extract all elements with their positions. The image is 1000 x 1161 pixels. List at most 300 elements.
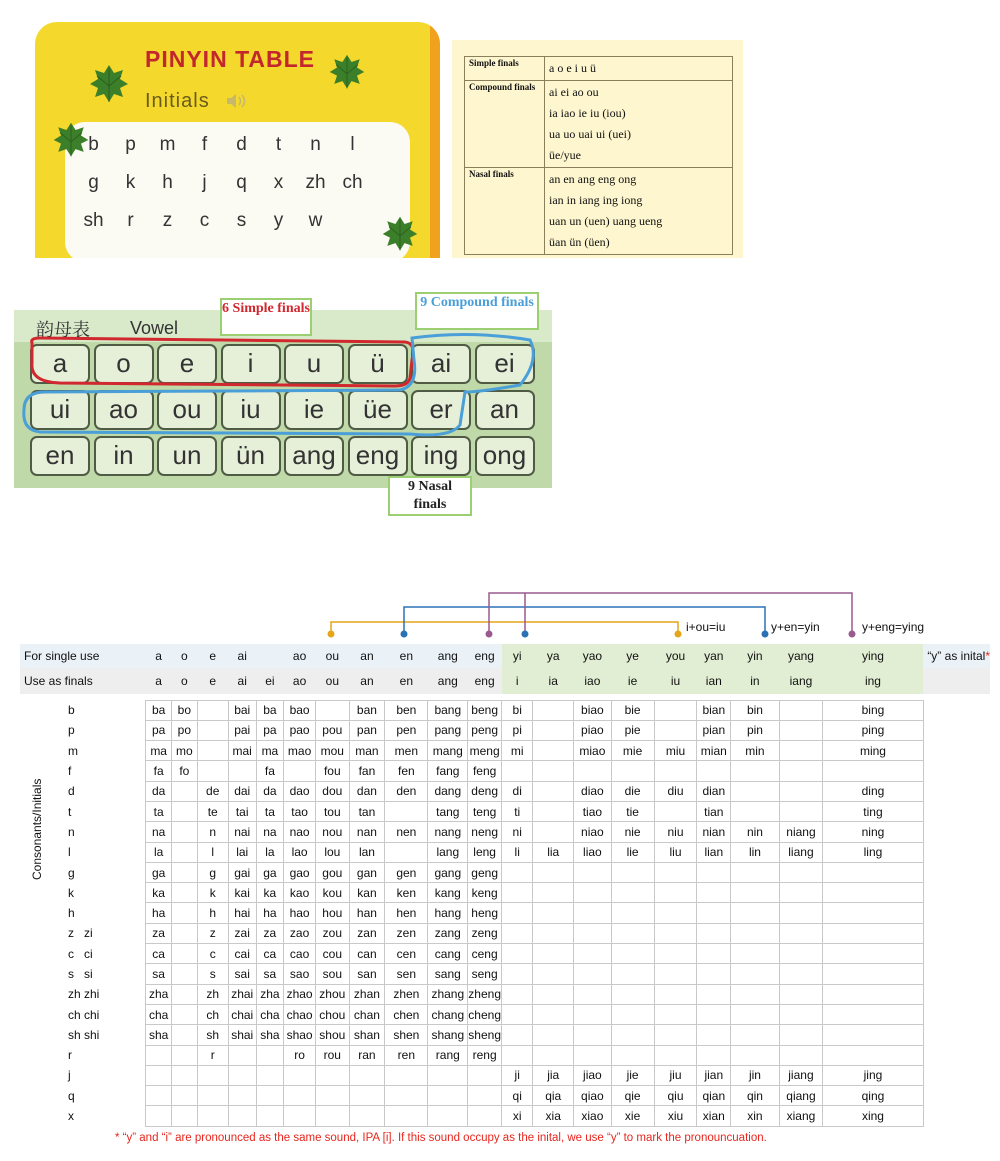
syllable-cell[interactable]: hen	[385, 903, 428, 923]
syllable-cell[interactable]: zhai	[228, 984, 256, 1004]
syllable-cell[interactable]: zh	[197, 984, 228, 1004]
syllable-cell[interactable]: ka	[256, 883, 284, 903]
syllable-cell[interactable]: lin	[731, 842, 780, 862]
syllable-cell[interactable]: ch	[197, 1004, 228, 1024]
syllable-cell[interactable]: dian	[697, 781, 731, 801]
syllable-cell[interactable]	[502, 1025, 533, 1045]
syllable-cell[interactable]: ha	[256, 903, 284, 923]
syllable-cell[interactable]	[502, 923, 533, 943]
syllable-cell[interactable]	[697, 984, 731, 1004]
syllable-cell[interactable]: shen	[385, 1025, 428, 1045]
syllable-cell[interactable]: mao	[284, 741, 316, 761]
syllable-cell[interactable]: shan	[349, 1025, 385, 1045]
syllable-cell[interactable]	[428, 1065, 468, 1085]
vowel-tile[interactable]: o	[94, 344, 154, 384]
syllable-cell[interactable]	[611, 883, 654, 903]
syllable-cell[interactable]	[172, 944, 198, 964]
syllable-cell[interactable]	[533, 720, 574, 740]
syllable-cell[interactable]	[315, 1065, 349, 1085]
syllable-cell[interactable]	[574, 1025, 611, 1045]
vowel-tile[interactable]: ei	[475, 344, 535, 384]
syllable-cell[interactable]: pian	[697, 720, 731, 740]
syllable-cell[interactable]: teng	[468, 801, 502, 821]
syllable-cell[interactable]	[284, 761, 316, 781]
syllable-cell[interactable]: jiao	[574, 1065, 611, 1085]
syllable-cell[interactable]	[731, 883, 780, 903]
syllable-cell[interactable]: qiang	[779, 1086, 822, 1106]
syllable-cell[interactable]	[533, 822, 574, 842]
syllable-cell[interactable]: ka	[146, 883, 172, 903]
syllable-cell[interactable]: cen	[385, 944, 428, 964]
syllable-cell[interactable]: niang	[779, 822, 822, 842]
syllable-cell[interactable]: ben	[385, 700, 428, 720]
syllable-cell[interactable]	[611, 903, 654, 923]
syllable-cell[interactable]: te	[197, 801, 228, 821]
syllable-cell[interactable]: mai	[228, 741, 256, 761]
syllable-cell[interactable]: peng	[468, 720, 502, 740]
syllable-cell[interactable]: ca	[256, 944, 284, 964]
syllable-cell[interactable]	[654, 1004, 697, 1024]
syllable-cell[interactable]	[502, 883, 533, 903]
syllable-cell[interactable]	[172, 862, 198, 882]
syllable-cell[interactable]: s	[197, 964, 228, 984]
syllable-cell[interactable]: pa	[146, 720, 172, 740]
syllable-cell[interactable]	[385, 842, 428, 862]
syllable-cell[interactable]	[611, 1045, 654, 1065]
syllable-cell[interactable]	[533, 964, 574, 984]
syllable-cell[interactable]: cha	[256, 1004, 284, 1024]
syllable-cell[interactable]: nao	[284, 822, 316, 842]
syllable-cell[interactable]	[533, 1025, 574, 1045]
syllable-cell[interactable]	[731, 964, 780, 984]
syllable-cell[interactable]: bo	[172, 700, 198, 720]
syllable-cell[interactable]: tang	[428, 801, 468, 821]
syllable-cell[interactable]: sang	[428, 964, 468, 984]
syllable-cell[interactable]: geng	[468, 862, 502, 882]
syllable-cell[interactable]	[502, 984, 533, 1004]
syllable-cell[interactable]	[574, 923, 611, 943]
syllable-cell[interactable]: gai	[228, 862, 256, 882]
syllable-cell[interactable]: ren	[385, 1045, 428, 1065]
syllable-cell[interactable]: tai	[228, 801, 256, 821]
syllable-cell[interactable]: chen	[385, 1004, 428, 1024]
syllable-cell[interactable]	[172, 883, 198, 903]
syllable-cell[interactable]	[197, 1106, 228, 1126]
syllable-cell[interactable]	[611, 1025, 654, 1045]
syllable-cell[interactable]: ha	[146, 903, 172, 923]
syllable-cell[interactable]	[731, 761, 780, 781]
syllable-cell[interactable]	[654, 1045, 697, 1065]
syllable-cell[interactable]	[697, 923, 731, 943]
syllable-cell[interactable]: sheng	[468, 1025, 502, 1045]
syllable-cell[interactable]: xiu	[654, 1106, 697, 1126]
syllable-cell[interactable]	[197, 1086, 228, 1106]
syllable-cell[interactable]: heng	[468, 903, 502, 923]
vowel-tile[interactable]: u	[284, 344, 344, 384]
syllable-cell[interactable]	[468, 1106, 502, 1126]
vowel-tile[interactable]: üe	[348, 390, 408, 430]
syllable-cell[interactable]: tian	[697, 801, 731, 821]
initial-letter[interactable]: g	[88, 172, 99, 193]
syllable-cell[interactable]: chang	[428, 1004, 468, 1024]
syllable-cell[interactable]	[654, 862, 697, 882]
syllable-cell[interactable]	[731, 923, 780, 943]
syllable-cell[interactable]	[315, 1086, 349, 1106]
syllable-cell[interactable]: zen	[385, 923, 428, 943]
syllable-cell[interactable]: shou	[315, 1025, 349, 1045]
syllable-cell[interactable]	[228, 761, 256, 781]
syllable-cell[interactable]: zeng	[468, 923, 502, 943]
syllable-cell[interactable]	[256, 1045, 284, 1065]
syllable-cell[interactable]: dai	[228, 781, 256, 801]
syllable-cell[interactable]: bian	[697, 700, 731, 720]
syllable-cell[interactable]: sha	[256, 1025, 284, 1045]
syllable-cell[interactable]: piao	[574, 720, 611, 740]
syllable-cell[interactable]: can	[349, 944, 385, 964]
syllable-cell[interactable]: ting	[823, 801, 924, 821]
vowel-tile[interactable]: a	[30, 344, 90, 384]
syllable-cell[interactable]	[428, 1086, 468, 1106]
syllable-cell[interactable]: shang	[428, 1025, 468, 1045]
vowel-tile[interactable]: ui	[30, 390, 90, 430]
syllable-cell[interactable]: ran	[349, 1045, 385, 1065]
syllable-cell[interactable]	[533, 801, 574, 821]
syllable-cell[interactable]	[823, 862, 924, 882]
syllable-cell[interactable]: qin	[731, 1086, 780, 1106]
syllable-cell[interactable]: h	[197, 903, 228, 923]
syllable-cell[interactable]: k	[197, 883, 228, 903]
syllable-cell[interactable]	[823, 903, 924, 923]
syllable-cell[interactable]	[697, 944, 731, 964]
syllable-cell[interactable]: mo	[172, 741, 198, 761]
syllable-cell[interactable]: lan	[349, 842, 385, 862]
syllable-cell[interactable]: lang	[428, 842, 468, 862]
syllable-cell[interactable]	[197, 720, 228, 740]
syllable-cell[interactable]	[228, 1065, 256, 1085]
syllable-cell[interactable]	[654, 923, 697, 943]
syllable-cell[interactable]	[502, 903, 533, 923]
syllable-cell[interactable]: niao	[574, 822, 611, 842]
syllable-cell[interactable]: zai	[228, 923, 256, 943]
syllable-cell[interactable]	[349, 1065, 385, 1085]
syllable-cell[interactable]	[611, 944, 654, 964]
syllable-cell[interactable]: li	[502, 842, 533, 862]
syllable-cell[interactable]: fa	[256, 761, 284, 781]
vowel-tile[interactable]: ing	[411, 436, 471, 476]
syllable-cell[interactable]: zheng	[468, 984, 502, 1004]
syllable-cell[interactable]: zao	[284, 923, 316, 943]
syllable-cell[interactable]: cai	[228, 944, 256, 964]
syllable-cell[interactable]: qian	[697, 1086, 731, 1106]
syllable-cell[interactable]: na	[146, 822, 172, 842]
syllable-cell[interactable]	[533, 761, 574, 781]
initial-letter[interactable]: r	[127, 210, 134, 231]
syllable-cell[interactable]: na	[256, 822, 284, 842]
syllable-cell[interactable]: zang	[428, 923, 468, 943]
syllable-cell[interactable]: kou	[315, 883, 349, 903]
syllable-cell[interactable]	[256, 1106, 284, 1126]
syllable-cell[interactable]	[731, 944, 780, 964]
syllable-cell[interactable]: jin	[731, 1065, 780, 1085]
syllable-cell[interactable]	[779, 801, 822, 821]
syllable-cell[interactable]	[502, 1045, 533, 1065]
syllable-cell[interactable]	[533, 781, 574, 801]
syllable-cell[interactable]: de	[197, 781, 228, 801]
initial-letter[interactable]: k	[125, 172, 136, 193]
syllable-cell[interactable]: kai	[228, 883, 256, 903]
syllable-cell[interactable]: fa	[146, 761, 172, 781]
syllable-cell[interactable]: gan	[349, 862, 385, 882]
syllable-cell[interactable]: mian	[697, 741, 731, 761]
syllable-cell[interactable]	[533, 903, 574, 923]
syllable-cell[interactable]: pa	[256, 720, 284, 740]
vowel-tile[interactable]: ai	[411, 344, 471, 384]
syllable-cell[interactable]: ga	[146, 862, 172, 882]
initial-letter[interactable]: p	[125, 134, 136, 155]
syllable-cell[interactable]: ba	[146, 700, 172, 720]
syllable-cell[interactable]: nen	[385, 822, 428, 842]
syllable-cell[interactable]: sha	[146, 1025, 172, 1045]
syllable-cell[interactable]	[172, 1045, 198, 1065]
syllable-cell[interactable]	[611, 923, 654, 943]
syllable-cell[interactable]	[731, 984, 780, 1004]
syllable-cell[interactable]	[779, 923, 822, 943]
vowel-tile[interactable]: e	[157, 344, 217, 384]
syllable-cell[interactable]	[779, 720, 822, 740]
syllable-cell[interactable]	[533, 1004, 574, 1024]
syllable-cell[interactable]: pou	[315, 720, 349, 740]
syllable-cell[interactable]: fan	[349, 761, 385, 781]
syllable-cell[interactable]: san	[349, 964, 385, 984]
syllable-cell[interactable]	[256, 1086, 284, 1106]
syllable-cell[interactable]	[779, 883, 822, 903]
syllable-cell[interactable]: ping	[823, 720, 924, 740]
syllable-cell[interactable]: lie	[611, 842, 654, 862]
syllable-cell[interactable]: bin	[731, 700, 780, 720]
syllable-cell[interactable]: pan	[349, 720, 385, 740]
syllable-cell[interactable]	[779, 700, 822, 720]
syllable-cell[interactable]	[779, 761, 822, 781]
syllable-cell[interactable]	[611, 761, 654, 781]
syllable-cell[interactable]	[654, 801, 697, 821]
syllable-cell[interactable]: ban	[349, 700, 385, 720]
syllable-cell[interactable]	[349, 1086, 385, 1106]
syllable-cell[interactable]: mie	[611, 741, 654, 761]
syllable-cell[interactable]	[197, 700, 228, 720]
syllable-cell[interactable]	[779, 903, 822, 923]
syllable-cell[interactable]	[197, 741, 228, 761]
syllable-cell[interactable]: tao	[284, 801, 316, 821]
syllable-cell[interactable]: men	[385, 741, 428, 761]
syllable-cell[interactable]	[172, 822, 198, 842]
syllable-cell[interactable]: nian	[697, 822, 731, 842]
syllable-cell[interactable]: sa	[146, 964, 172, 984]
syllable-cell[interactable]: ceng	[468, 944, 502, 964]
syllable-cell[interactable]	[697, 1004, 731, 1024]
initial-letter[interactable]: c	[199, 210, 210, 231]
syllable-cell[interactable]	[654, 720, 697, 740]
syllable-cell[interactable]: zha	[146, 984, 172, 1004]
initial-letter[interactable]: j	[202, 172, 207, 193]
syllable-cell[interactable]	[533, 862, 574, 882]
syllable-cell[interactable]: chai	[228, 1004, 256, 1024]
syllable-cell[interactable]: ta	[146, 801, 172, 821]
syllable-cell[interactable]: xiang	[779, 1106, 822, 1126]
initial-letter[interactable]: b	[88, 134, 99, 155]
syllable-cell[interactable]: jiu	[654, 1065, 697, 1085]
syllable-cell[interactable]: di	[502, 781, 533, 801]
syllable-cell[interactable]: ro	[284, 1045, 316, 1065]
syllable-cell[interactable]: r	[197, 1045, 228, 1065]
syllable-cell[interactable]: bi	[502, 700, 533, 720]
syllable-cell[interactable]: xie	[611, 1106, 654, 1126]
syllable-cell[interactable]: ming	[823, 741, 924, 761]
syllable-cell[interactable]: qiu	[654, 1086, 697, 1106]
syllable-cell[interactable]	[349, 1106, 385, 1126]
syllable-cell[interactable]: jian	[697, 1065, 731, 1085]
syllable-cell[interactable]: ta	[256, 801, 284, 821]
syllable-cell[interactable]	[468, 1086, 502, 1106]
syllable-cell[interactable]: jie	[611, 1065, 654, 1085]
vowel-tile[interactable]: ao	[94, 390, 154, 430]
syllable-cell[interactable]: zhen	[385, 984, 428, 1004]
syllable-cell[interactable]	[574, 761, 611, 781]
syllable-cell[interactable]: fen	[385, 761, 428, 781]
syllable-cell[interactable]: seng	[468, 964, 502, 984]
syllable-cell[interactable]: ling	[823, 842, 924, 862]
syllable-cell[interactable]	[284, 1106, 316, 1126]
syllable-cell[interactable]: nai	[228, 822, 256, 842]
syllable-cell[interactable]	[502, 862, 533, 882]
syllable-cell[interactable]	[823, 984, 924, 1004]
syllable-cell[interactable]: sen	[385, 964, 428, 984]
syllable-cell[interactable]	[502, 964, 533, 984]
syllable-cell[interactable]: neng	[468, 822, 502, 842]
syllable-cell[interactable]: biao	[574, 700, 611, 720]
syllable-cell[interactable]: liao	[574, 842, 611, 862]
syllable-cell[interactable]: gou	[315, 862, 349, 882]
initial-letter[interactable]: z	[162, 210, 173, 231]
initial-letter[interactable]: t	[275, 134, 282, 155]
syllable-cell[interactable]	[731, 1004, 780, 1024]
syllable-cell[interactable]	[697, 761, 731, 781]
syllable-cell[interactable]: dang	[428, 781, 468, 801]
syllable-cell[interactable]	[284, 1065, 316, 1085]
initial-letter[interactable]: s	[236, 210, 247, 231]
syllable-cell[interactable]	[574, 964, 611, 984]
syllable-cell[interactable]	[779, 944, 822, 964]
syllable-cell[interactable]	[385, 801, 428, 821]
syllable-cell[interactable]: miu	[654, 741, 697, 761]
initial-letter[interactable]: h	[162, 172, 173, 193]
syllable-cell[interactable]	[533, 1045, 574, 1065]
syllable-cell[interactable]: ken	[385, 883, 428, 903]
syllable-cell[interactable]: sao	[284, 964, 316, 984]
syllable-cell[interactable]: zhang	[428, 984, 468, 1004]
syllable-cell[interactable]: zhou	[315, 984, 349, 1004]
initial-letter[interactable]: m	[159, 134, 176, 155]
syllable-cell[interactable]: gen	[385, 862, 428, 882]
syllable-cell[interactable]	[502, 1004, 533, 1024]
syllable-cell[interactable]	[779, 1004, 822, 1024]
initial-letter[interactable]: w	[308, 210, 323, 231]
syllable-cell[interactable]: cou	[315, 944, 349, 964]
syllable-cell[interactable]: xia	[533, 1106, 574, 1126]
initial-letter[interactable]: n	[310, 134, 321, 155]
syllable-cell[interactable]: pao	[284, 720, 316, 740]
syllable-cell[interactable]: fang	[428, 761, 468, 781]
syllable-cell[interactable]	[779, 964, 822, 984]
syllable-cell[interactable]: sa	[256, 964, 284, 984]
syllable-cell[interactable]: reng	[468, 1045, 502, 1065]
syllable-cell[interactable]: sou	[315, 964, 349, 984]
syllable-cell[interactable]: han	[349, 903, 385, 923]
syllable-cell[interactable]	[823, 1004, 924, 1024]
syllable-cell[interactable]	[823, 883, 924, 903]
syllable-cell[interactable]: bai	[228, 700, 256, 720]
syllable-cell[interactable]	[574, 903, 611, 923]
syllable-cell[interactable]: mi	[502, 741, 533, 761]
syllable-cell[interactable]	[654, 903, 697, 923]
syllable-cell[interactable]: ma	[256, 741, 284, 761]
syllable-cell[interactable]: jiang	[779, 1065, 822, 1085]
syllable-cell[interactable]	[146, 1086, 172, 1106]
syllable-cell[interactable]: qiao	[574, 1086, 611, 1106]
syllable-cell[interactable]: nan	[349, 822, 385, 842]
initial-letter[interactable]: ch	[342, 172, 363, 193]
syllable-cell[interactable]	[172, 903, 198, 923]
syllable-cell[interactable]	[823, 923, 924, 943]
syllable-cell[interactable]: po	[172, 720, 198, 740]
syllable-cell[interactable]: die	[611, 781, 654, 801]
syllable-cell[interactable]	[574, 984, 611, 1004]
syllable-cell[interactable]	[697, 964, 731, 984]
syllable-cell[interactable]: feng	[468, 761, 502, 781]
syllable-cell[interactable]: lao	[284, 842, 316, 862]
syllable-cell[interactable]: xin	[731, 1106, 780, 1126]
syllable-cell[interactable]: meng	[468, 741, 502, 761]
syllable-cell[interactable]	[697, 903, 731, 923]
vowel-tile[interactable]: ü	[348, 344, 408, 384]
syllable-cell[interactable]	[315, 1106, 349, 1126]
syllable-cell[interactable]	[779, 1025, 822, 1045]
syllable-cell[interactable]: liu	[654, 842, 697, 862]
syllable-cell[interactable]	[385, 1065, 428, 1085]
syllable-cell[interactable]: hao	[284, 903, 316, 923]
syllable-cell[interactable]	[654, 984, 697, 1004]
syllable-cell[interactable]: qie	[611, 1086, 654, 1106]
syllable-cell[interactable]: chan	[349, 1004, 385, 1024]
syllable-cell[interactable]: diao	[574, 781, 611, 801]
syllable-cell[interactable]	[574, 1004, 611, 1024]
syllable-cell[interactable]: cao	[284, 944, 316, 964]
syllable-cell[interactable]	[172, 781, 198, 801]
syllable-cell[interactable]: dao	[284, 781, 316, 801]
initial-letter[interactable]: x	[273, 172, 284, 193]
syllable-cell[interactable]: kang	[428, 883, 468, 903]
syllable-cell[interactable]	[654, 700, 697, 720]
syllable-cell[interactable]: zha	[256, 984, 284, 1004]
syllable-cell[interactable]	[172, 1065, 198, 1085]
syllable-cell[interactable]	[731, 1045, 780, 1065]
syllable-cell[interactable]	[779, 862, 822, 882]
syllable-cell[interactable]: kan	[349, 883, 385, 903]
syllable-cell[interactable]: cang	[428, 944, 468, 964]
syllable-cell[interactable]	[823, 761, 924, 781]
initial-letter[interactable]: zh	[305, 172, 326, 193]
syllable-cell[interactable]: cha	[146, 1004, 172, 1024]
syllable-cell[interactable]: sai	[228, 964, 256, 984]
